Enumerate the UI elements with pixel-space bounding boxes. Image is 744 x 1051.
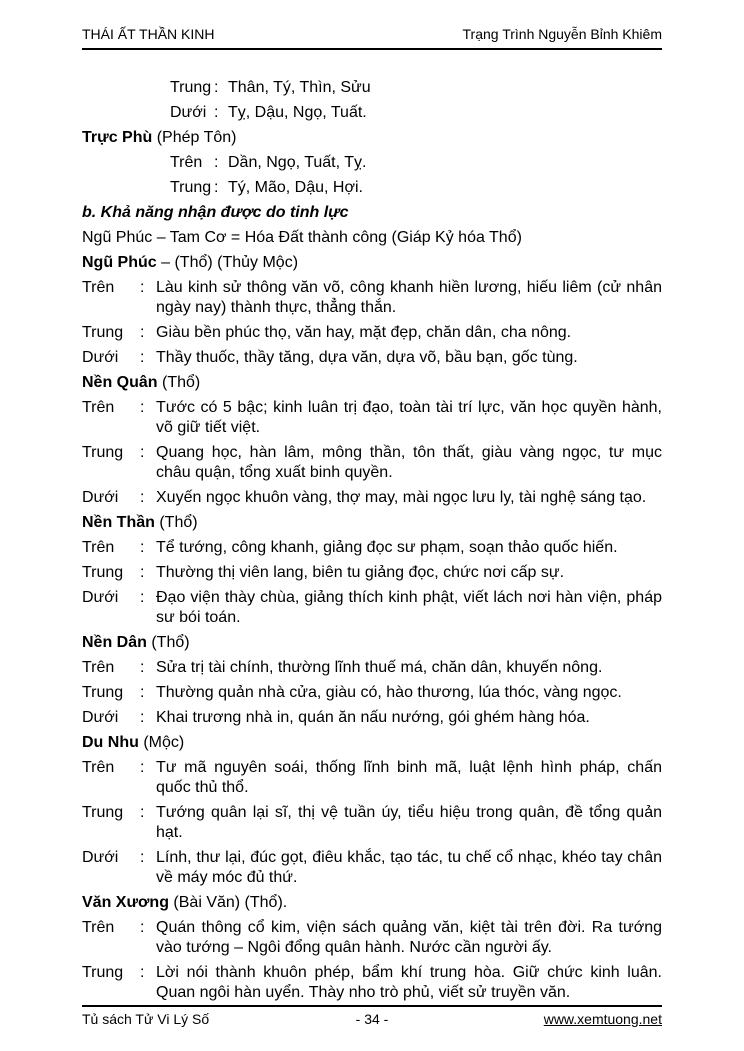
entry-colon: :: [140, 964, 145, 981]
entry-label: Dưới: [170, 104, 207, 121]
entry-colon: :: [140, 444, 145, 461]
page-number: - 34 -: [355, 1011, 389, 1027]
entry-colon: :: [140, 759, 145, 776]
entry-row: [82, 588, 662, 628]
entry-label: Dưới: [82, 849, 119, 866]
entry-colon: :: [214, 79, 219, 96]
entry-colon: :: [140, 564, 145, 581]
entry-colon: :: [140, 489, 145, 506]
section-heading-bold: Nền Dân: [82, 634, 147, 651]
section-heading: [82, 253, 662, 273]
entry-colon: :: [214, 154, 219, 171]
entry-row: [82, 488, 662, 508]
entry-text: Khai trương nhà in, quán ăn nấu nướng, gói ghém hàng hóa.: [156, 709, 590, 726]
entry-colon: :: [140, 684, 145, 701]
entry-text: Lời nói thành khuôn phép, bẩm khí trung hòa. Giữ chức kinh luân. Quan ngôi hàn uyển. Thày nho trò phủ, viết sử truyền văn.: [156, 964, 662, 1001]
footer-series-title: Tủ sách Tử Vi Lý Số: [82, 1011, 210, 1027]
entry-text: Giàu bền phúc thọ, văn hay, mặt đẹp, chăn dân, cha nông.: [156, 324, 572, 341]
entry-row: [82, 323, 662, 343]
entry-row: [82, 563, 662, 583]
entry-row: [82, 683, 662, 703]
entry-label: Trung: [82, 564, 124, 581]
page-footer: [82, 1005, 662, 1027]
entry-row: [82, 708, 662, 728]
entry-colon: :: [140, 804, 145, 821]
entry-row: [170, 103, 662, 123]
entry-label: Trên: [82, 539, 115, 556]
entry-colon: :: [214, 104, 219, 121]
sub-section-heading: b. Khả năng nhận được do tinh lực: [82, 204, 349, 221]
entry-text: Quán thông cổ kim, viện sách quảng văn, kiệt tài trên đời. Ra tướng vào tướng – Ngôi đổng quân hành. Nước cần người ấy.: [156, 919, 662, 956]
entry-text: Đạo viện thày chùa, giảng thích kinh phật, viết lách nơi hàn viện, pháp sư bói toán.: [156, 589, 662, 626]
section-heading-rest: (Thổ): [154, 514, 198, 531]
entry-text: Tướng quân lại sĩ, thị vệ tuần úy, tiểu hiệu trong quân, đề tổng quản hạt.: [156, 804, 662, 841]
entry-text: Tư mã nguyên soái, thống lĩnh binh mã, luật lệnh hình pháp, chấn quốc thủ thổ.: [156, 759, 662, 796]
section-heading: [82, 633, 662, 653]
section-heading-bold: Du Nhu: [82, 734, 139, 751]
entry-row: [170, 78, 662, 98]
entry-text: Thầy thuốc, thầy tăng, dựa văn, dựa võ, bầu bạn, gốc tùng.: [156, 349, 578, 366]
entry-text: Lính, thư lại, đúc gọt, điêu khắc, tạo tác, tu chế cổ nhạc, khéo tay chân về máy móc đủ thứ.: [156, 849, 662, 886]
entry-label: Trung: [82, 324, 124, 341]
entry-text: Dần, Ngọ, Tuất, Tỵ.: [228, 154, 367, 171]
entry-label: Trên: [82, 279, 115, 296]
entry-label: Trên: [170, 154, 203, 171]
entry-label: Trung: [170, 79, 212, 96]
entry-row: [82, 658, 662, 678]
entry-label: Trung: [82, 444, 124, 461]
entry-label: Trung: [170, 179, 212, 196]
entry-text: Tước có 5 bậc; kinh luân trị đạo, toàn tài trí lực, văn học quyền hành, võ giữ tiết việt.: [156, 399, 662, 436]
entry-text: Thường quản nhà cửa, giàu có, hào thương, lúa thóc, vàng ngọc.: [156, 684, 622, 701]
section-heading-bold: Trực Phù: [82, 129, 153, 146]
entry-label: Trung: [82, 964, 124, 981]
entry-row: [82, 443, 662, 483]
section-heading: [82, 513, 662, 533]
section-heading: [82, 373, 662, 393]
entry-colon: :: [140, 919, 145, 936]
entry-text: Thường thị viên lang, biên tu giảng đọc, chức nơi cấp sự.: [156, 564, 565, 581]
section-heading-rest: (Bài Văn) (Thổ).: [168, 894, 288, 911]
entry-colon: :: [140, 279, 145, 296]
content: [82, 78, 662, 1003]
entry-row: [82, 348, 662, 368]
section-heading-rest: (Thổ): [157, 374, 201, 391]
entry-label: Trên: [82, 659, 115, 676]
entry-label: Trên: [82, 759, 115, 776]
entry-row: [170, 178, 662, 198]
entry-label: Dưới: [82, 489, 119, 506]
section-heading-bold: Nền Quân: [82, 374, 158, 391]
header-book-title: THÁI ẤT THẦN KINH: [82, 26, 215, 42]
entry-row: [82, 803, 662, 843]
section-heading-rest: (Mộc): [138, 734, 185, 751]
entry-label: Dưới: [82, 349, 119, 366]
footer-website-link[interactable]: www.xemtuong.net: [543, 1011, 662, 1027]
entry-text: Tý, Mão, Dậu, Hợi.: [228, 179, 363, 196]
entry-colon: :: [140, 349, 145, 366]
entry-text: Xuyến ngọc khuôn vàng, thợ may, mài ngọc lưu ly, tài nghệ sáng tạo.: [156, 489, 647, 506]
entry-colon: :: [140, 659, 145, 676]
entry-text: Làu kinh sử thông văn võ, công khanh hiền lương, hiếu liêm (cử nhân ngày nay) thành thực, thẳng thắn.: [156, 279, 662, 316]
entry-colon: :: [140, 399, 145, 416]
entry-row: [82, 848, 662, 888]
entry-colon: :: [140, 849, 145, 866]
entry-colon: :: [140, 539, 145, 556]
entry-text: Thân, Tý, Thìn, Sửu: [228, 79, 371, 96]
section-heading-rest: (Thổ): [146, 634, 190, 651]
entry-label: Trên: [82, 919, 115, 936]
entry-row: [82, 398, 662, 438]
entry-label: Dưới: [82, 709, 119, 726]
entry-colon: :: [140, 589, 145, 606]
entry-text: Sửa trị tài chính, thường lĩnh thuế má, chăn dân, khuyến nông.: [156, 659, 603, 676]
entry-row: [82, 538, 662, 558]
entry-colon: :: [140, 709, 145, 726]
entry-label: Dưới: [82, 589, 119, 606]
section-heading: [82, 733, 662, 753]
entry-text: Tỵ, Dậu, Ngọ, Tuất.: [228, 104, 367, 121]
page-header: [82, 0, 662, 50]
entry-text: Quang học, hàn lâm, mông thần, tôn thất, giàu vàng ngọc, tư mục châu quận, tổng xuất binh quyền.: [156, 444, 662, 481]
section-heading-rest: – (Thổ) (Thủy Mộc): [156, 254, 299, 271]
section-heading-bold: Nền Thần: [82, 514, 155, 531]
entry-row: [82, 963, 662, 1003]
entry-row: [82, 278, 662, 318]
section-heading-bold: Ngũ Phúc: [82, 254, 157, 271]
entry-label: Trung: [82, 804, 124, 821]
entry-text: Tể tướng, công khanh, giảng đọc sư phạm, soạn thảo quốc hiến.: [156, 539, 618, 556]
entry-colon: :: [140, 324, 145, 341]
header-author: Trạng Trình Nguyễn Bỉnh Khiêm: [462, 26, 662, 42]
section-heading: [82, 128, 662, 148]
entry-row: [82, 918, 662, 958]
entry-colon: :: [214, 179, 219, 196]
entry-row: [170, 153, 662, 173]
paragraph: Ngũ Phúc – Tam Cơ = Hóa Đất thành công (Giáp Kỷ hóa Thổ): [82, 229, 522, 246]
entry-row: [82, 758, 662, 798]
entry-label: Trung: [82, 684, 124, 701]
section-heading: [82, 893, 662, 913]
entry-label: Trên: [82, 399, 115, 416]
section-heading-rest: (Phép Tôn): [152, 129, 237, 146]
section-heading-bold: Văn Xương: [82, 894, 169, 911]
